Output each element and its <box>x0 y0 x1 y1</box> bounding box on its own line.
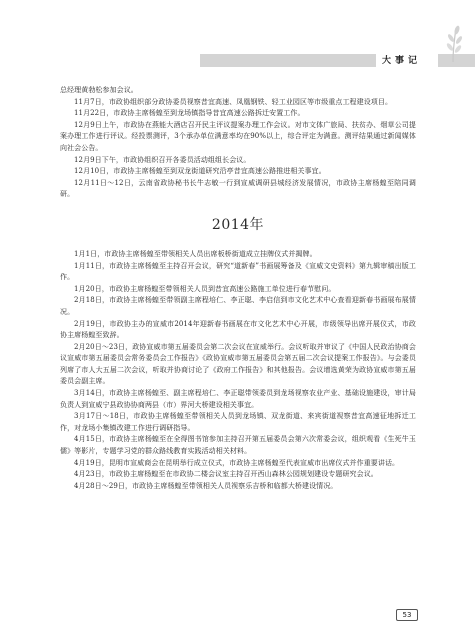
paragraph: 12月9日上午，市政协在燕能大酒店召开民主评议提案办理工作会议。对市文体广旅局、扶贫办、烟草公司提案办理工作进行评议。经投票测评，3个承办单位满意率均在90%以上，综合评定为满意。测评结果通过新闻媒体向社会公告。 <box>60 120 416 152</box>
paragraph: 3月17日～18日，市政协主席杨蝗至带领相关人员到龙场镇、双龙街道、来宾街道视察昔宜高速征地拆迁工作，对龙场小集镇改建工作进行调研指导。 <box>60 412 416 432</box>
paragraph: 1月1日，市政协主席杨蝗至带领相关人员出席板桥街道成立挂牌仪式并揭牌。 <box>74 249 317 258</box>
paragraph: 4月19日，昆明市宣威商会在昆明举行成立仪式，市政协主席杨蝗至代表宣威市出席仪式并作重要讲话。 <box>74 458 400 467</box>
year-heading: 2014年 <box>211 216 265 233</box>
page-number: 53 <box>396 609 418 621</box>
paragraph: 4月28日～29日，市政协主席杨蝗至带领相关人员视察乐吉桥和临都大桥建设情况。 <box>74 481 338 490</box>
paragraph: 12月10日，市政协主席杨蝗至到双龙街道研究沿亭昔宜高速公路推进相关事宜。 <box>74 167 326 176</box>
paragraph: 1月20日，市政协主席杨蝗至带领相关人员到昔宜高速公路施工单位进行春节慰问。 <box>74 284 336 293</box>
paragraph: 3月14日，市政协主席杨蝗至、副主席程培仁、李正聪带领委员到龙场视察农业产业、基础设施建设，审计局负责人到宣威宁县政协协商两县（市）界河大桥建设相关事宜。 <box>60 389 416 409</box>
paragraph: 4月15日，市政协主席杨蝗至在全得图书馆参加主持召开第五届委员会第六次常委会议，组织观看《生死牛玉儒》等影片，专题学习党的群众路线教育实践活动相关材料。 <box>60 435 416 456</box>
section-title: 大事记 <box>382 56 422 66</box>
paragraph: 总经理黄勃松参加会议。 <box>60 86 138 94</box>
paragraph: 2月18日，市政协主席杨蝗至带领副主席程培仁、李正聪、李启信到市文化艺术中心查看迎新春书画展布展情况。 <box>60 296 416 316</box>
paragraph: 11月7日，市政协组织部分政协委员视察昔宜高速、凤凰钢铁、轻工业园区等市级重点工程建设项目。 <box>74 97 393 106</box>
paragraph: 11月22日，市政协主席杨蝗至到龙场镇指导昔宜高速公路拆迁安置工作。 <box>74 109 305 118</box>
paragraph: 1月11日，市政协主席杨蝗至主持召开会议，研究“道新春”书画展筹备及《宣威文史资料》第九辑审稿出版工作。 <box>60 261 416 282</box>
paragraph: 2月20日～23日，政协宣威市第五届委员会第二次会议在宣威举行。会议听取并审议了《中国人民政治协商会议宣威市第五届委员会常务委员会工作报告》《政协宣威市第五届委员会第五届二次会议提案工作报告》。与会委员列席了市人大五届二次会议，听取并协商讨论了《政府工作报告》和其他报告。会议增选黄荣为政协宣威市第五届委员会副主席。 <box>60 342 416 386</box>
paragraph: 12月9日下午，市政协组织召开各委员活动组组长会议。 <box>74 155 251 164</box>
content-body <box>60 85 416 492</box>
paragraph: 4月23日，市政协主席杨蝗至在市政协二楼会议室主持召开西山森林公园规划建设专题研究会议。 <box>74 470 378 479</box>
paragraph: 12月11日～12日，云南省政协秘书长牛志敏一行到宣威调研县城经济发展情况，市政协主席杨蝗至陪同调研。 <box>60 178 416 199</box>
paragraph: 2月19日，市政协主办的宣威市2014年迎新春书画展在市文化艺术中心开展，市级领导出席开展仪式，市政协主席杨蝗至致辞。 <box>60 319 416 340</box>
wheat-sprig-icon <box>443 24 463 62</box>
